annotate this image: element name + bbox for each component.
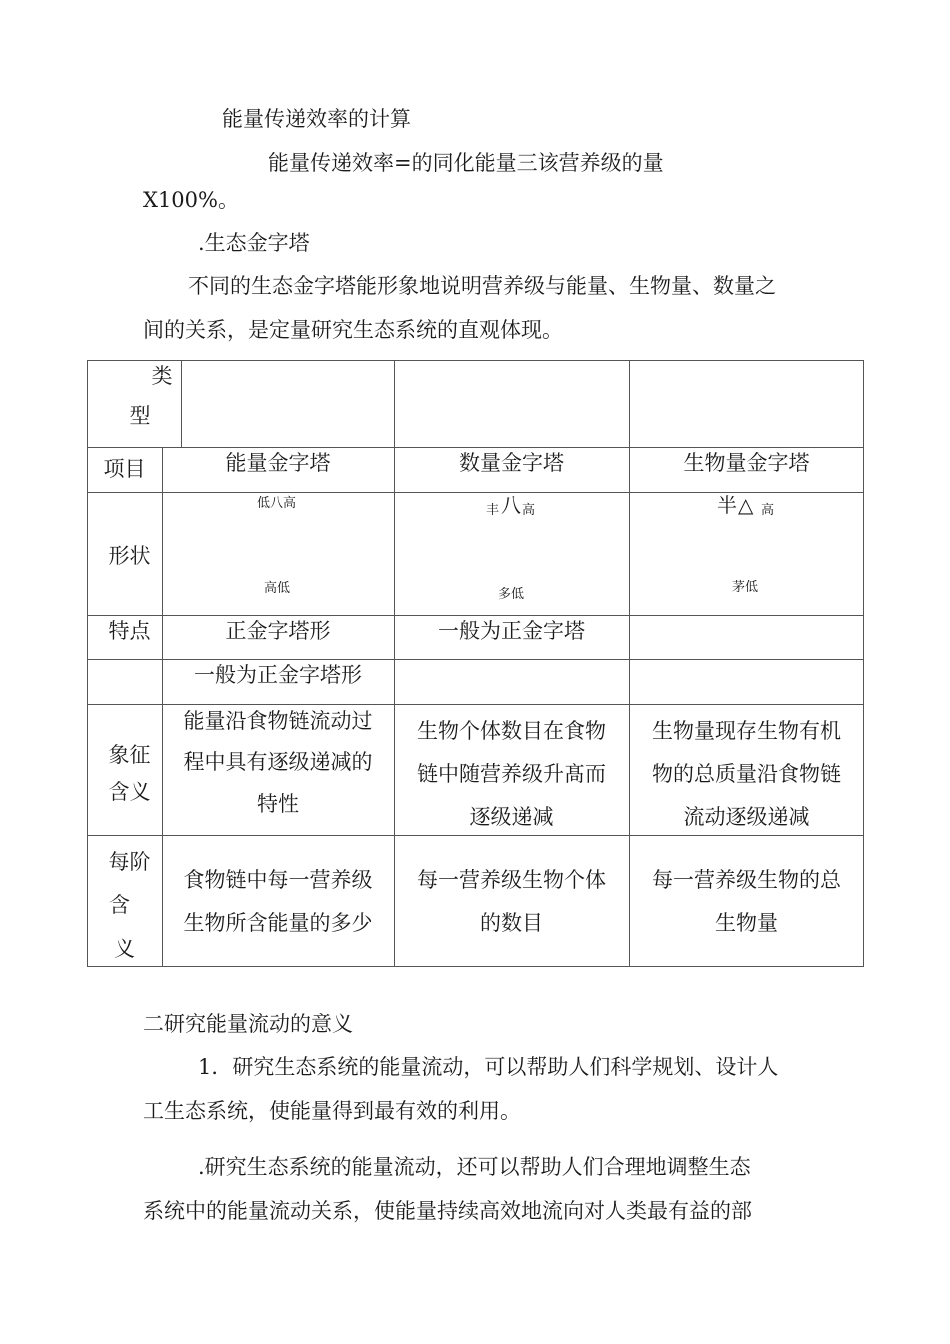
column-header-number: 数量金字塔: [459, 451, 564, 475]
number-shape-top-c: 高: [522, 503, 536, 518]
pyramid-paragraph-line-1: 不同的生态金字塔能形象地说明营养级与能量、生物量、数量之: [188, 274, 776, 298]
pyramid-comparison-table: [87, 360, 864, 967]
energy-symbol-line-2: 程中具有逐级递减的: [183, 750, 373, 774]
row-label-symbol-1: 象征: [108, 743, 151, 767]
biomass-symbol-line-2: 物的总质量沿食物链: [652, 762, 841, 786]
section-heading-efficiency: 能量传递效率的计算: [222, 107, 411, 131]
column-header-energy: 能量金字塔: [225, 451, 331, 475]
number-feature: 一般为正金字塔: [438, 619, 585, 643]
row-label-level-2: 含: [109, 893, 130, 917]
corner-label-type-top: 类: [151, 364, 173, 388]
column-header-biomass: 生物量金字塔: [683, 451, 810, 475]
corner-label-type-bottom: 型: [129, 404, 151, 428]
significance-para-2-line-1: .研究生态系统的能量流动，还可以帮助人们合理地调整生态: [198, 1155, 751, 1179]
row-label-shape: 形状: [108, 544, 151, 568]
biomass-shape-top-b: △: [738, 493, 754, 517]
section-heading-significance: 二研究能量流动的意义: [143, 1012, 353, 1036]
number-shape-top-a: 丰: [486, 503, 500, 518]
biomass-symbol-line-3: 流动逐级递减: [683, 805, 810, 829]
number-shape-bottom: 多低: [498, 587, 525, 602]
energy-level-line-2: 生物所含能量的多少: [183, 911, 373, 935]
row-label-item: 项目: [103, 457, 146, 481]
number-level-line-2: 的数目: [480, 911, 543, 935]
energy-shape-bottom: 高低: [264, 581, 291, 596]
number-symbol-line-2: 链中随营养级升髙而: [417, 762, 606, 786]
biomass-level-line-2: 生物量: [715, 911, 778, 935]
efficiency-formula-continuation: X100%。: [143, 188, 239, 212]
row-label-feature: 特点: [108, 619, 151, 643]
number-symbol-line-3: 逐级递减: [469, 805, 554, 829]
biomass-shape-top-c: 高: [761, 503, 775, 518]
energy-symbol-line-1: 能量沿食物链流动过: [183, 709, 373, 733]
number-level-line-1: 每一营养级生物个体: [417, 868, 606, 892]
significance-para-1-line-1: 1．研究生态系统的能量流动，可以帮助人们科学规划、设计人: [198, 1055, 779, 1079]
energy-feature: 正金字塔形: [225, 619, 331, 643]
energy-shape-top: 低八高: [257, 496, 297, 511]
row-label-level-1: 每阶: [108, 850, 151, 874]
biomass-level-line-1: 每一营养级生物的总: [652, 868, 841, 892]
biomass-shape-bottom: 茅低: [732, 580, 759, 595]
row-label-level-3: 义: [114, 937, 135, 961]
pyramid-paragraph-line-2: 间的关系，是定量研究生态系统的直观体现。: [143, 318, 563, 342]
number-symbol-line-1: 生物个体数目在食物: [417, 719, 606, 743]
biomass-shape-top-a: 半: [717, 493, 737, 517]
section-heading-pyramid: .生态金字塔: [198, 231, 310, 255]
significance-para-1-line-2: 工生态系统，使能量得到最有效的利用。: [143, 1099, 521, 1123]
energy-symbol-line-3: 特性: [257, 792, 299, 816]
biomass-symbol-line-1: 生物量现存生物有机: [652, 719, 841, 743]
biomass-feature-extra: 一般为正金字塔形: [194, 663, 362, 687]
energy-level-line-1: 食物链中每一营养级: [183, 868, 373, 892]
significance-para-2-line-2: 系统中的能量流动关系，使能量持续高效地流向对人类最有益的部: [143, 1199, 752, 1223]
row-label-symbol-2: 含义: [108, 780, 151, 804]
efficiency-formula: 能量传递效率=的同化能量三该营养级的量: [268, 151, 664, 175]
number-shape-top-b: 八: [501, 493, 521, 517]
